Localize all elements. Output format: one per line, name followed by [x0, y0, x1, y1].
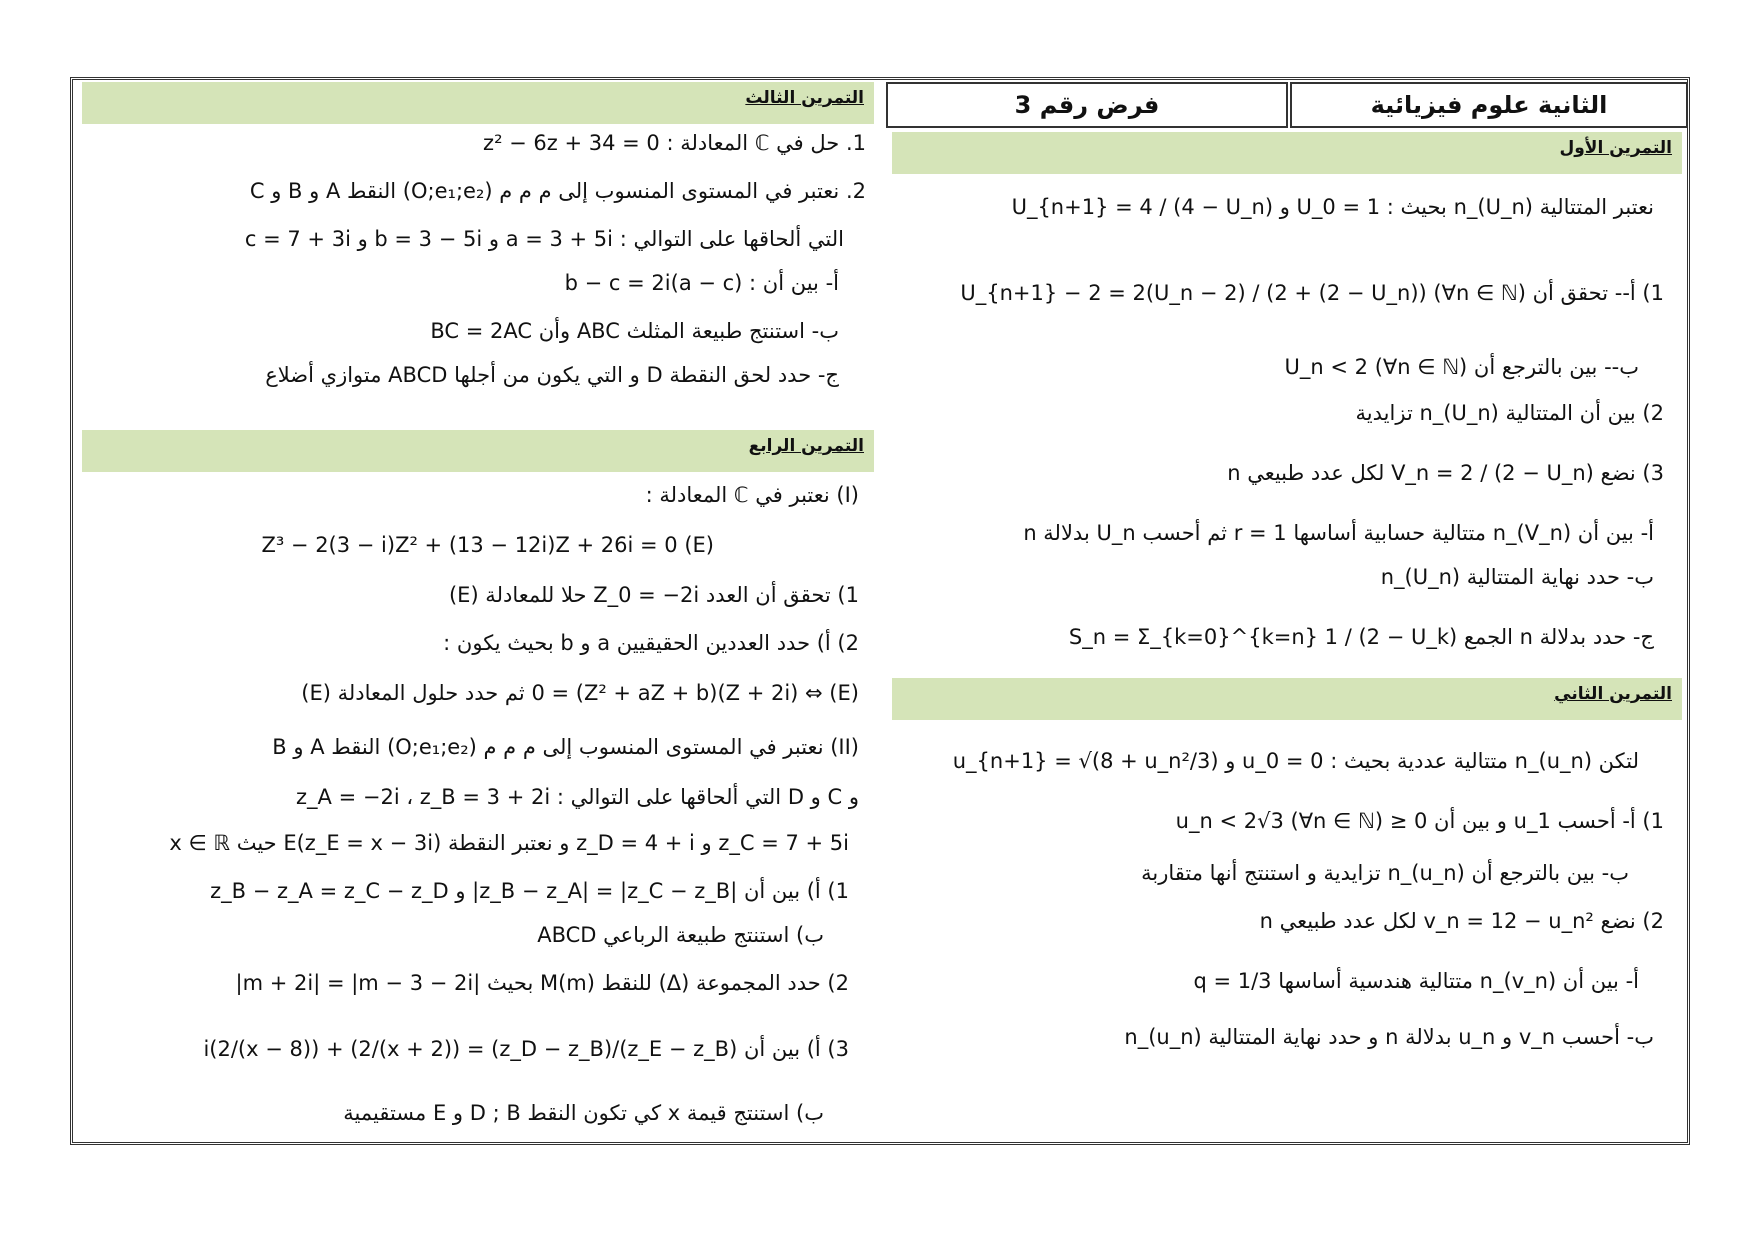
ex1-line3: ب-- بين بالترجع أن U_n < 2 (∀n ∈ ℕ) — [1284, 355, 1639, 379]
ex1-line6: أ- بين أن (V_n)_n متتالية حسابية أساسها r = 1 ثم أحسب U_n بدلالة n — [1023, 521, 1654, 545]
ex3-title: التمرين الثالث — [745, 88, 864, 108]
ex4-line12: 3) أ) بين أن (z_E − z_B)/(z_D − z_B) = ((x + 2)/2) + ((x − 8)/2)i — [203, 1037, 849, 1061]
ex2-line5: أ- بين أن (v_n)_n متتالية هندسية أساسها q = 1/3 — [1193, 969, 1639, 993]
ex2-line3: ب- بين بالترجع أن (u_n)_n تزايدية و استنتج أنها متقاربة — [1141, 861, 1629, 885]
ex2-line4: 2) نضع v_n = 12 − u_n² لكل عدد طبيعي n — [1259, 909, 1664, 933]
ex3-line6: ج- حدد لحق النقطة D و التي يكون من أجلها ABCD متوازي أضلاع — [265, 363, 839, 387]
ex1-line8: ج- حدد بدلالة n الجمع S_n = Σ_{k=0}^{k=n} 1 / (2 − U_k) — [1068, 625, 1654, 649]
ex4-line11: 2) حدد المجموعة (Δ) للنقط M(m) بحيث |m + 2i| = |m − 3 − 2i| — [235, 971, 849, 995]
ex4-title-band — [82, 430, 874, 472]
ex3-line1: 1. حل في ℂ المعادلة : z² − 6z + 34 = 0 — [483, 131, 866, 155]
header-level: الثانية علوم فيزيائية — [1290, 82, 1688, 128]
ex4-title: التمرين الرابع — [748, 436, 864, 456]
ex1-line1: نعتبر المتتالية (U_n)_n بحيث : U_0 = 1 و U_{n+1} = 4 / (4 − U_n) — [1011, 195, 1654, 219]
ex4-line2: (E) Z³ − 2(3 − i)Z² + (13 − 12i)Z + 26i = 0 — [261, 533, 714, 557]
ex4-line8: z_C = 7 + 5i و z_D = 4 + i و نعتبر النقطة E(z_E = x − 3i) حيث x ∈ ℝ — [169, 831, 849, 855]
ex1-line2: 1) أ-- تحقق أن U_{n+1} − 2 = 2(U_n − 2) / (2 + (2 − U_n)) (∀n ∈ ℕ) — [960, 281, 1664, 305]
ex4-line10: ب) استنتج طبيعة الرباعي ABCD — [537, 923, 824, 947]
ex4-line9: 1) أ) بين أن |z_B − z_A| = |z_C − z_B| و z_B − z_A = z_C − z_D — [210, 879, 849, 903]
ex3-line4: أ- بين أن : b − c = 2i(a − c) — [564, 271, 839, 295]
ex1-title: التمرين الأول — [1559, 138, 1672, 158]
ex2-line2: 1) أ- أحسب u_1 و بين أن 0 ≤ u_n < 2√3 (∀n ∈ ℕ) — [1175, 809, 1664, 833]
ex2-line1: لتكن (u_n)_n متتالية عددية بحيث : u_0 = 0 و u_{n+1} = √(8 + u_n²/3) — [952, 749, 1639, 773]
ex3-line3: التي ألحاقها على التوالي : a = 3 + 5i و b = 3 − 5i و c = 7 + 3i — [244, 227, 844, 251]
ex3-line2: 2. نعتبر في المستوى المنسوب إلى م م م (O;e₁;e₂) النقط A و B و C — [249, 179, 866, 203]
ex4-line3: 1) تحقق أن العدد Z_0 = −2i حلا للمعادلة (E) — [448, 583, 859, 607]
ex2-line6: ب- أحسب v_n و u_n بدلالة n و حدد نهاية المتتالية (u_n)_n — [1124, 1025, 1654, 1049]
ex4-line6: (II) نعتبر في المستوى المنسوب إلى م م م (O;e₁;e₂) النقط A و B — [272, 735, 859, 759]
ex1-line4: 2) بين أن المتتالية (U_n)_n تزايدية — [1355, 401, 1664, 425]
ex4-line1: (I) نعتبر في ℂ المعادلة : — [645, 483, 859, 507]
ex1-title-band — [892, 132, 1682, 174]
header-series: فرض رقم 3 — [886, 82, 1288, 128]
ex4-line4: 2) أ) حدد العددين الحقيقيين a و b بحيث يكون : — [443, 631, 859, 655]
ex1-line7: ب- حدد نهاية المتتالية (U_n)_n — [1380, 565, 1654, 589]
ex3-title-band — [82, 82, 874, 124]
ex4-line13: ب) استنتج قيمة x كي تكون النقط D ; B و E مستقيمية — [343, 1101, 824, 1125]
ex3-line5: ب- استنتج طبيعة المثلث ABC وأن BC = 2AC — [430, 319, 839, 343]
ex2-title: التمرين الثاني — [1554, 684, 1672, 704]
ex4-line5: (E) ⇔ (Z + 2i)(Z² + aZ + b) = 0 ثم حدد حلول المعادلة (E) — [301, 681, 859, 705]
ex1-line5: 3) نضع V_n = 2 / (2 − U_n) لكل عدد طبيعي n — [1227, 461, 1664, 485]
ex2-title-band — [892, 678, 1682, 720]
ex4-line7: و C و D التي ألحاقها على التوالي : z_A = −2i ، z_B = 3 + 2i — [296, 785, 859, 809]
